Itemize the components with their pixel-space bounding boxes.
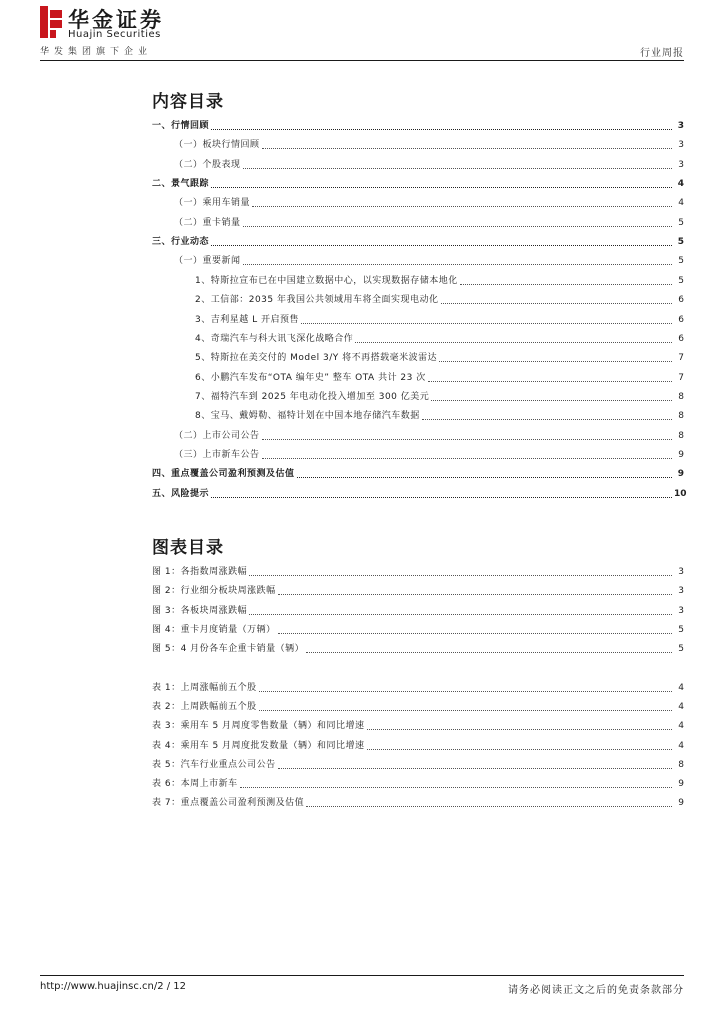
toc-entry-label: （一）重要新闻 xyxy=(174,256,241,267)
table-index-entry-label: 表 5：汽车行业重点公司公告 xyxy=(152,759,276,770)
dot-leader xyxy=(262,457,672,459)
dot-leader xyxy=(367,748,672,750)
figure-index-heading: 图表目录 xyxy=(152,538,224,558)
table-index-entry-label: 表 2：上周跌幅前五个股 xyxy=(152,702,257,713)
toc-entry-page-number: 7 xyxy=(678,353,684,364)
dot-leader xyxy=(262,147,672,149)
toc-entry[interactable] xyxy=(152,120,684,133)
dot-leader xyxy=(278,767,672,769)
brand-name-cn: 华金证券 xyxy=(68,8,164,32)
toc-entry[interactable] xyxy=(174,159,684,172)
toc-entry-page-number: 4 xyxy=(678,198,684,209)
toc-entry-label: （二）个股表现 xyxy=(174,159,241,170)
toc-entry-page-number: 6 xyxy=(678,314,684,325)
dot-leader xyxy=(249,613,672,615)
toc-entry[interactable] xyxy=(174,139,684,152)
toc-entry-page-number: 7 xyxy=(678,372,684,383)
report-type-label: 行业周报 xyxy=(640,48,684,59)
toc-entry-page-number: 6 xyxy=(678,333,684,344)
dot-leader xyxy=(301,322,672,324)
dot-leader xyxy=(243,167,672,169)
toc-entry[interactable] xyxy=(195,410,684,423)
toc-entry-page-number: 3 xyxy=(677,121,684,131)
dot-leader xyxy=(306,651,672,653)
table-index-entry[interactable] xyxy=(152,797,684,810)
toc-entry-page-number: 8 xyxy=(678,411,684,422)
chart-index-entry-label: 图 2：行业细分板块周涨跌幅 xyxy=(152,586,276,597)
dot-leader xyxy=(278,632,672,634)
dot-leader xyxy=(211,128,672,130)
table-index-entry-label: 表 1：上周涨幅前五个股 xyxy=(152,683,257,693)
table-index-entry-label: 表 3：乘用车 5 月周度零售数量（辆）和同比增速 xyxy=(152,721,365,732)
chart-index-entry[interactable] xyxy=(152,624,684,637)
toc-entry-page-number: 5 xyxy=(678,217,684,228)
toc-entry-label: （三）上市新车公告 xyxy=(174,449,260,460)
table-index-entry-page-number: 4 xyxy=(678,702,684,713)
toc-entry-page-number: 4 xyxy=(677,179,684,190)
chart-index-entry-label: 图 4：重卡月度销量（万辆） xyxy=(152,624,276,635)
toc-entry-label: 8、宝马、戴姆勒、福特计划在中国本地存储汽车数据 xyxy=(195,411,420,422)
dot-leader xyxy=(240,786,672,788)
dot-leader xyxy=(367,728,672,730)
toc-entry-label: 三、行业动态 xyxy=(152,237,210,248)
toc-entry-page-number: 3 xyxy=(678,159,684,170)
toc-entry[interactable] xyxy=(195,352,684,365)
toc-entry-label: 3、吉利星越 L 开启预售 xyxy=(195,314,299,325)
dot-leader xyxy=(306,805,672,807)
toc-entry-page-number: 6 xyxy=(678,295,684,306)
dot-leader xyxy=(249,574,672,576)
table-index-entry[interactable] xyxy=(152,720,684,733)
footer-url-link[interactable]: http://www.huajinsc.cn/2 / 12 xyxy=(40,981,187,992)
dot-leader xyxy=(460,283,672,285)
toc-entry[interactable] xyxy=(174,197,684,210)
table-index-entry-label: 表 6：本周上市新车 xyxy=(152,779,238,789)
toc-entry-label: 二、景气跟踪 xyxy=(152,179,210,190)
toc-entry[interactable] xyxy=(195,275,684,288)
footer-divider xyxy=(40,975,684,976)
huajin-logo-icon xyxy=(40,6,62,38)
table-index-entry[interactable] xyxy=(152,682,684,695)
group-affiliation: 华发集团旗下企业 xyxy=(40,47,153,57)
toc-entry-page-number: 3 xyxy=(678,140,684,151)
toc-entry[interactable] xyxy=(195,333,684,346)
dot-leader xyxy=(439,360,672,362)
dot-leader xyxy=(259,709,672,711)
header-divider xyxy=(40,60,684,61)
chart-index-entry-page-number: 5 xyxy=(678,644,684,655)
toc-entry-page-number: 5 xyxy=(678,256,684,267)
dot-leader xyxy=(441,302,673,304)
chart-index-entry-page-number: 3 xyxy=(678,605,684,616)
toc-entry-label: （二）重卡销量 xyxy=(174,217,241,228)
table-index-entry-page-number: 9 xyxy=(678,798,684,809)
chart-index-entry-label: 图 3：各板块周涨跌幅 xyxy=(152,605,248,616)
brand-name-en: Huajin Securities xyxy=(68,29,161,40)
toc-entry[interactable] xyxy=(195,294,684,307)
chart-index-entry[interactable] xyxy=(152,643,684,656)
toc-entry[interactable] xyxy=(195,372,684,385)
toc-entry[interactable] xyxy=(174,217,684,230)
table-index-entry[interactable] xyxy=(152,701,684,714)
toc-entry-label: 7、福特汽车到 2025 年电动化投入增加至 300 亿美元 xyxy=(195,391,430,402)
chart-index-entry-page-number: 3 xyxy=(678,586,684,597)
toc-entry-label: （一）乘用车销量 xyxy=(174,198,251,209)
dot-leader xyxy=(243,263,672,265)
toc-entry-page-number: 9 xyxy=(678,449,684,460)
toc-entry-label: 一、行情回顾 xyxy=(152,121,210,131)
chart-index-entry[interactable] xyxy=(152,585,684,598)
chart-index-entry[interactable] xyxy=(152,605,684,618)
table-index-entry[interactable] xyxy=(152,759,684,772)
toc-entry-page-number: 8 xyxy=(678,430,684,441)
dot-leader xyxy=(262,438,672,440)
dot-leader xyxy=(428,380,672,382)
toc-entry[interactable] xyxy=(195,391,684,404)
table-index-entry-label: 表 4：乘用车 5 月周度批发数量（辆）和同比增速 xyxy=(152,740,365,751)
chart-index-entry[interactable] xyxy=(152,566,684,579)
toc-entry-label: 6、小鹏汽车发布“OTA 编年史” 整车 OTA 共计 23 次 xyxy=(195,372,426,383)
toc-heading: 内容目录 xyxy=(152,92,224,112)
toc-entry-page-number: 8 xyxy=(678,391,684,402)
table-index-entry[interactable] xyxy=(152,740,684,753)
chart-index-entry-page-number: 3 xyxy=(678,567,684,577)
toc-entry[interactable] xyxy=(152,178,684,191)
toc-entry[interactable] xyxy=(152,468,684,481)
dot-leader xyxy=(355,341,672,343)
toc-entry[interactable] xyxy=(152,236,684,249)
toc-entry-label: 5、特斯拉在美交付的 Model 3/Y 将不再搭载毫米波雷达 xyxy=(195,353,438,364)
toc-entry-page-number: 9 xyxy=(677,469,684,480)
table-index-entry-page-number: 9 xyxy=(678,779,684,789)
dot-leader xyxy=(243,225,672,227)
toc-entry-label: 4、奇瑞汽车与科大讯飞深化战略合作 xyxy=(195,333,354,344)
dot-leader xyxy=(422,418,672,420)
table-index-entry-page-number: 4 xyxy=(678,683,684,693)
toc-entry-page-number: 5 xyxy=(677,237,684,248)
toc-entry-label: （一）板块行情回顾 xyxy=(174,140,260,151)
toc-entry[interactable] xyxy=(195,314,684,327)
table-index-entry-page-number: 8 xyxy=(678,759,684,770)
table-index-entry-page-number: 4 xyxy=(678,740,684,751)
table-index-entry-label: 表 7：重点覆盖公司盈利预测及估值 xyxy=(152,798,305,809)
chart-index-entry-label: 图 1：各指数周涨跌幅 xyxy=(152,567,248,577)
dot-leader xyxy=(211,186,672,188)
toc-entry[interactable] xyxy=(152,488,687,501)
chart-index-entry-page-number: 5 xyxy=(678,624,684,635)
table-index-entry-page-number: 4 xyxy=(678,721,684,732)
dot-leader xyxy=(259,690,672,692)
dot-leader xyxy=(211,496,672,498)
dot-leader xyxy=(211,244,672,246)
toc-entry-label: 四、重点覆盖公司盈利预测及估值 xyxy=(152,469,295,480)
toc-entry-label: 2、工信部：2035 年我国公共领域用车将全面实现电动化 xyxy=(195,295,439,306)
toc-entry-label: 五、风险提示 xyxy=(152,488,210,499)
toc-entry-page-number: 5 xyxy=(678,275,684,286)
dot-leader xyxy=(431,399,672,401)
toc-entry-label: （二）上市公司公告 xyxy=(174,430,260,441)
toc-entry-page-number: 10 xyxy=(674,488,687,499)
toc-entry[interactable] xyxy=(174,449,684,462)
dot-leader xyxy=(252,205,672,207)
toc-entry[interactable] xyxy=(174,430,684,443)
dot-leader xyxy=(297,476,672,478)
table-index-entry[interactable] xyxy=(152,778,684,791)
toc-entry[interactable] xyxy=(174,255,684,268)
chart-index-entry-label: 图 5：4 月份各车企重卡销量（辆） xyxy=(152,644,305,655)
dot-leader xyxy=(278,593,672,595)
toc-entry-label: 1、特斯拉宣布已在中国建立数据中心，以实现数据存储本地化 xyxy=(195,275,458,286)
footer-disclaimer: 请务必阅读正文之后的免责条款部分 xyxy=(508,985,684,996)
